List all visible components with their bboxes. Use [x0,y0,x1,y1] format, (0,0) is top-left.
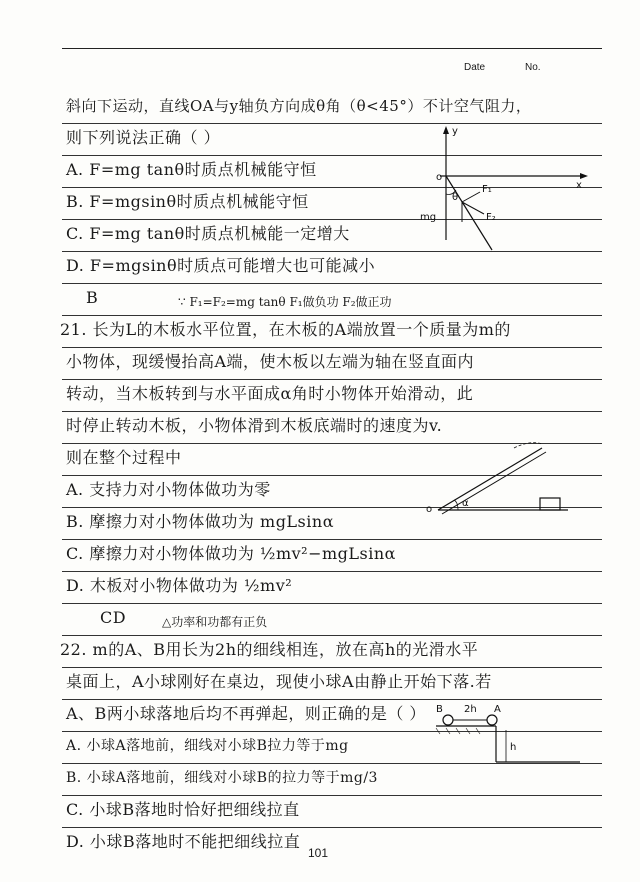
text-line: 则下列说法正确（ ） [66,128,221,147]
ruled-line [62,379,602,380]
option-line: C. F=mg tanθ时质点机械能一定增大 [66,224,350,243]
ruled-line [62,315,602,316]
option-line: C. 小球B落地时恰好把细线拉直 [66,800,300,819]
page-number: 101 [308,846,329,860]
f2-label: F₂ [486,212,496,223]
text-line: 时停止转动木板，小物体滑到木板底端时的速度为v. [66,416,443,435]
theta-label: θ [452,192,459,203]
y-axis-label: y [452,126,458,137]
option-line: A. F=mg tanθ时质点机械能守恒 [66,160,317,179]
answer-line: CD [100,608,127,627]
x-axis-label: x [576,180,582,191]
option-line: A. 支持力对小物体做功为零 [66,480,271,499]
option-line: B. 摩擦力对小物体做功为 mgLsinα [66,512,334,531]
force-diagram [400,120,590,260]
table-diagram [430,700,590,780]
option-line: C. 摩擦力对小物体做功为 ½mv²−mgLsinα [66,544,396,563]
board-diagram [418,440,578,530]
answer-line: B [86,288,99,307]
ruled-line [62,603,602,604]
length-label: 2h [464,704,477,715]
ruled-line [62,539,602,540]
text-line: 桌面上，A小球刚好在桌边，现使小球A由静止开始下落.若 [66,672,492,691]
ruled-line [62,635,602,636]
text-line: 小物体，现缓慢抬高A端，使木板以左端为轴在竖直面内 [66,352,475,371]
q20-note: ∵ F₁=F₂=mg tanθ F₁做负功 F₂做正功 [178,295,392,309]
no-label: No. [525,62,541,73]
date-label: Date [464,62,486,73]
text-line: 转动，当木板转到与水平面成α角时小物体开始滑动，此 [66,384,474,403]
question-22: 22. m的A、B用长为2h的细线相连，放在高h的光滑水平 [60,640,479,659]
ruled-line [62,347,602,348]
text-line: A、B两小球落地后均不再弹起，则正确的是（ ） [66,704,426,723]
q21-note: △功率和功都有正负 [162,615,268,629]
option-line: D. 木板对小物体做功为 ½mv² [66,576,293,595]
question-21: 21. 长为L的木板水平位置，在木板的A端放置一个质量为m的 [60,320,511,339]
option-line: B. F=mgsinθ时质点机械能守恒 [66,192,309,211]
ruled-line [62,667,602,668]
mg-label: mg [420,212,437,223]
ball-b-label: B [436,704,443,715]
option-line: A. 小球A落地前，细线对小球B拉力等于mg [66,738,349,754]
origin-label: o [436,172,443,183]
ball-a-label: A [494,704,501,715]
ruled-line [62,571,602,572]
ruled-line [62,827,602,828]
header-rule [62,48,602,49]
ruled-line [62,283,602,284]
height-label: h [510,742,517,753]
f1-label: F₁ [482,184,492,195]
option-line: B. 小球A落地前，细线对小球B的拉力等于mg/3 [66,770,378,786]
ruled-line [62,411,602,412]
ruled-line [62,795,602,796]
alpha-label: α [462,498,469,509]
text-line: 斜向下运动，直线OA与y轴负方向成θ角（θ<45°）不计空气阻力， [66,97,532,115]
option-line: D. F=mgsinθ时质点可能增大也可能减小 [66,256,376,275]
option-line: D. 小球B落地时不能把细线拉直 [66,832,301,851]
board-origin-label: o [426,504,433,515]
text-line: 则在整个过程中 [66,448,182,467]
